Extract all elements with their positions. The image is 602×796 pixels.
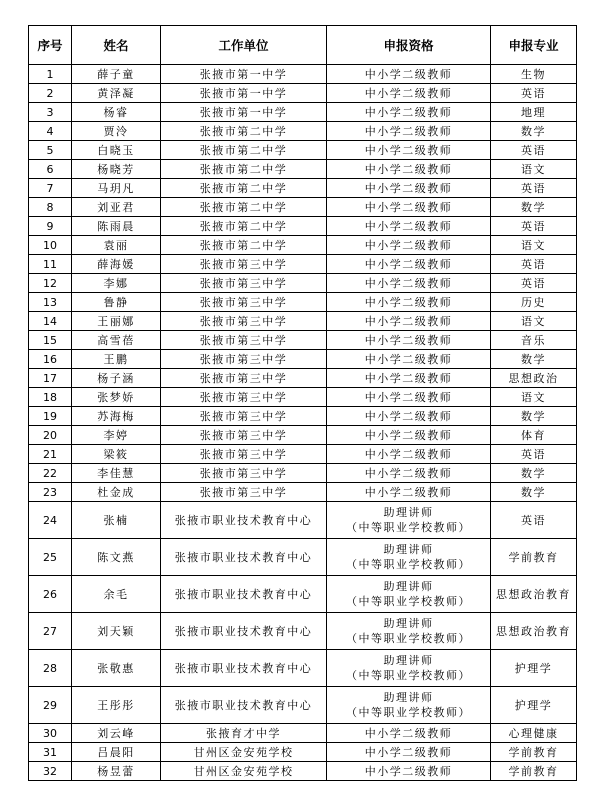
table-row [29,255,577,274]
table-row [29,743,577,762]
table-row [29,388,577,407]
major-cell: 地理 [491,103,577,122]
work-unit-cell: 张掖市职业技术教育中心 [161,576,327,613]
major-cell: 体育 [491,426,577,445]
seq-cell: 10 [29,236,72,255]
qualification-line: 中小学二级教师 [364,105,453,119]
work-unit-cell: 张掖育才中学 [161,724,327,743]
table-row [29,331,577,350]
seq-cell: 16 [29,350,72,369]
teacher-qualification-table [28,25,577,781]
major-cell: 数学 [491,122,577,141]
table-row [29,236,577,255]
name-cell: 杨子涵 [72,369,161,388]
qualification-line: 中小学二级教师 [364,238,453,252]
qualification-cell [327,274,491,293]
qualification-cell [327,217,491,236]
seq-cell: 26 [29,576,72,613]
qualification-line: 助理讲师 [383,580,434,593]
qualification-cell [327,141,491,160]
work-unit-cell: 甘州区金安苑学校 [161,743,327,762]
qualification-cell [327,576,491,613]
qualification-cell [327,743,491,762]
table-row [29,160,577,179]
major-cell: 英语 [491,274,577,293]
name-cell: 刘天颖 [72,613,161,650]
work-unit-cell: 张掖市职业技术教育中心 [161,650,327,687]
name-cell: 杨睿 [72,103,161,122]
name-cell: 李娜 [72,274,161,293]
qualification-cell [327,539,491,576]
seq-cell: 32 [29,762,72,781]
table-row [29,502,577,539]
major-cell: 语文 [491,312,577,331]
table-row [29,84,577,103]
seq-cell: 27 [29,613,72,650]
qualification-line: 中小学二级教师 [364,162,453,176]
name-cell: 苏海梅 [72,407,161,426]
qualification-cell [327,369,491,388]
seq-cell: 5 [29,141,72,160]
work-unit-cell: 张掖市第三中学 [161,312,327,331]
name-cell: 黄泽凝 [72,84,161,103]
qualification-cell [327,687,491,724]
qualification-line: 中小学二级教师 [364,276,453,290]
qualification-line: 中小学二级教师 [364,67,453,81]
qualification-line: 中小学二级教师 [364,726,453,740]
major-cell: 英语 [491,179,577,198]
seq-cell: 8 [29,198,72,217]
qualification-cell [327,236,491,255]
qualification-cell [327,464,491,483]
qualification-cell [327,179,491,198]
qualification-cell [327,331,491,350]
qualification-line: （中等职业学校教师） [346,706,471,719]
seq-cell: 21 [29,445,72,464]
qualification-line: 中小学二级教师 [364,409,453,423]
seq-cell: 25 [29,539,72,576]
seq-cell: 14 [29,312,72,331]
major-cell: 语文 [491,388,577,407]
name-cell: 贾泠 [72,122,161,141]
header-seq: 序号 [29,26,72,65]
qualification-line: 中小学二级教师 [364,124,453,138]
header-qualification: 申报资格 [327,26,491,65]
table-row [29,103,577,122]
table-row [29,762,577,781]
qualification-line: 助理讲师 [383,543,434,556]
seq-cell: 4 [29,122,72,141]
qualification-line: 中小学二级教师 [364,371,453,385]
name-cell: 杜金成 [72,483,161,502]
seq-cell: 11 [29,255,72,274]
major-cell: 学前教育 [491,762,577,781]
table-row [29,293,577,312]
qualification-line: 中小学二级教师 [364,466,453,480]
name-cell: 高雪蓓 [72,331,161,350]
table-row [29,350,577,369]
qualification-cell [327,762,491,781]
header-name: 姓名 [72,26,161,65]
seq-cell: 15 [29,331,72,350]
table-row [29,650,577,687]
name-cell: 李佳慧 [72,464,161,483]
qualification-line: 中小学二级教师 [364,764,453,778]
qualification-line: 中小学二级教师 [364,352,453,366]
major-cell: 英语 [491,217,577,236]
qualification-line: 中小学二级教师 [364,86,453,100]
qualification-line: 助理讲师 [383,617,434,630]
work-unit-cell: 张掖市第一中学 [161,84,327,103]
seq-cell: 6 [29,160,72,179]
name-cell: 刘亚君 [72,198,161,217]
qualification-line: 中小学二级教师 [364,485,453,499]
table-row [29,141,577,160]
qualification-cell [327,426,491,445]
seq-cell: 23 [29,483,72,502]
qualification-line: 中小学二级教师 [364,257,453,271]
table-row [29,687,577,724]
qualification-cell [327,312,491,331]
qualification-cell [327,407,491,426]
work-unit-cell: 张掖市职业技术教育中心 [161,502,327,539]
work-unit-cell: 张掖市第三中学 [161,255,327,274]
table-row [29,198,577,217]
qualification-cell [327,724,491,743]
seq-cell: 24 [29,502,72,539]
major-cell: 英语 [491,445,577,464]
work-unit-cell: 张掖市第二中学 [161,198,327,217]
work-unit-cell: 张掖市职业技术教育中心 [161,687,327,724]
seq-cell: 29 [29,687,72,724]
seq-cell: 1 [29,65,72,84]
qualification-line: 中小学二级教师 [364,447,453,461]
qualification-line: 助理讲师 [383,691,434,704]
qualification-cell [327,350,491,369]
major-cell: 英语 [491,84,577,103]
qualification-line: （中等职业学校教师） [346,632,471,645]
header-major: 申报专业 [491,26,577,65]
qualification-line: 中小学二级教师 [364,295,453,309]
qualification-line: 中小学二级教师 [364,314,453,328]
table-row [29,407,577,426]
work-unit-cell: 张掖市第三中学 [161,331,327,350]
header-work-unit: 工作单位 [161,26,327,65]
qualification-line: 中小学二级教师 [364,390,453,404]
work-unit-cell: 张掖市第三中学 [161,388,327,407]
table-row [29,179,577,198]
work-unit-cell: 甘州区金安苑学校 [161,762,327,781]
qualification-cell [327,445,491,464]
work-unit-cell: 张掖市第三中学 [161,464,327,483]
seq-cell: 17 [29,369,72,388]
table-row [29,724,577,743]
seq-cell: 22 [29,464,72,483]
name-cell: 杨晓芳 [72,160,161,179]
name-cell: 薛子童 [72,65,161,84]
qualification-line: 中小学二级教师 [364,219,453,233]
qualification-cell [327,198,491,217]
name-cell: 王鹏 [72,350,161,369]
name-cell: 王彤彤 [72,687,161,724]
major-cell: 数学 [491,407,577,426]
major-cell: 语文 [491,236,577,255]
major-cell: 学前教育 [491,539,577,576]
major-cell: 数学 [491,464,577,483]
qualification-line: 中小学二级教师 [364,745,453,759]
work-unit-cell: 张掖市第二中学 [161,217,327,236]
qualification-cell [327,84,491,103]
work-unit-cell: 张掖市第三中学 [161,369,327,388]
name-cell: 陈雨晨 [72,217,161,236]
name-cell: 吕晨阳 [72,743,161,762]
qualification-cell [327,122,491,141]
name-cell: 张敬惠 [72,650,161,687]
work-unit-cell: 张掖市第二中学 [161,236,327,255]
major-cell: 护理学 [491,687,577,724]
seq-cell: 18 [29,388,72,407]
table-row [29,483,577,502]
name-cell: 鲁静 [72,293,161,312]
major-cell: 英语 [491,255,577,274]
name-cell: 梁筱 [72,445,161,464]
major-cell: 学前教育 [491,743,577,762]
major-cell: 思想政治教育 [491,576,577,613]
work-unit-cell: 张掖市第三中学 [161,350,327,369]
major-cell: 历史 [491,293,577,312]
seq-cell: 9 [29,217,72,236]
qualification-line: 中小学二级教师 [364,428,453,442]
work-unit-cell: 张掖市第三中学 [161,293,327,312]
name-cell: 马玥凡 [72,179,161,198]
qualification-cell [327,650,491,687]
name-cell: 薛海媛 [72,255,161,274]
work-unit-cell: 张掖市第二中学 [161,160,327,179]
table-row [29,122,577,141]
seq-cell: 12 [29,274,72,293]
name-cell: 李婷 [72,426,161,445]
name-cell: 王丽娜 [72,312,161,331]
table-row [29,369,577,388]
qualification-line: 助理讲师 [383,506,434,519]
table-row [29,539,577,576]
table-body [29,65,577,781]
work-unit-cell: 张掖市第二中学 [161,179,327,198]
major-cell: 数学 [491,483,577,502]
name-cell: 余毛 [72,576,161,613]
qualification-line: 中小学二级教师 [364,200,453,214]
qualification-line: 中小学二级教师 [364,181,453,195]
name-cell: 张楠 [72,502,161,539]
major-cell: 语文 [491,160,577,179]
work-unit-cell: 张掖市第二中学 [161,122,327,141]
seq-cell: 13 [29,293,72,312]
major-cell: 心理健康 [491,724,577,743]
major-cell: 护理学 [491,650,577,687]
work-unit-cell: 张掖市第三中学 [161,445,327,464]
qualification-cell [327,255,491,274]
major-cell: 数学 [491,350,577,369]
qualification-cell [327,502,491,539]
seq-cell: 2 [29,84,72,103]
work-unit-cell: 张掖市职业技术教育中心 [161,613,327,650]
seq-cell: 31 [29,743,72,762]
work-unit-cell: 张掖市第二中学 [161,141,327,160]
seq-cell: 28 [29,650,72,687]
seq-cell: 19 [29,407,72,426]
qualification-cell [327,613,491,650]
major-cell: 英语 [491,141,577,160]
table-row [29,217,577,236]
work-unit-cell: 张掖市第三中学 [161,407,327,426]
table-row [29,426,577,445]
table-row [29,445,577,464]
major-cell: 英语 [491,502,577,539]
major-cell: 思想政治教育 [491,613,577,650]
qualification-cell [327,483,491,502]
name-cell: 张梦娇 [72,388,161,407]
qualification-line: 助理讲师 [383,654,434,667]
table-row [29,274,577,293]
name-cell: 袁丽 [72,236,161,255]
work-unit-cell: 张掖市第一中学 [161,103,327,122]
work-unit-cell: 张掖市第三中学 [161,274,327,293]
seq-cell: 20 [29,426,72,445]
qualification-cell [327,160,491,179]
qualification-line: （中等职业学校教师） [346,558,471,571]
work-unit-cell: 张掖市第三中学 [161,426,327,445]
major-cell: 音乐 [491,331,577,350]
qualification-cell [327,293,491,312]
table-row [29,312,577,331]
table-header-row [29,26,577,65]
qualification-line: 中小学二级教师 [364,143,453,157]
table-row [29,576,577,613]
name-cell: 杨昱蕾 [72,762,161,781]
table-row [29,464,577,483]
qualification-line: （中等职业学校教师） [346,521,471,534]
qualification-line: 中小学二级教师 [364,333,453,347]
work-unit-cell: 张掖市第一中学 [161,65,327,84]
table-row [29,613,577,650]
qualification-cell [327,103,491,122]
major-cell: 生物 [491,65,577,84]
work-unit-cell: 张掖市职业技术教育中心 [161,539,327,576]
work-unit-cell: 张掖市第三中学 [161,483,327,502]
qualification-cell [327,65,491,84]
table-row [29,65,577,84]
name-cell: 白晓玉 [72,141,161,160]
name-cell: 陈文燕 [72,539,161,576]
major-cell: 数学 [491,198,577,217]
major-cell: 思想政治 [491,369,577,388]
qualification-line: （中等职业学校教师） [346,669,471,682]
name-cell: 刘云峰 [72,724,161,743]
qualification-cell [327,388,491,407]
seq-cell: 7 [29,179,72,198]
seq-cell: 3 [29,103,72,122]
qualification-line: （中等职业学校教师） [346,595,471,608]
seq-cell: 30 [29,724,72,743]
